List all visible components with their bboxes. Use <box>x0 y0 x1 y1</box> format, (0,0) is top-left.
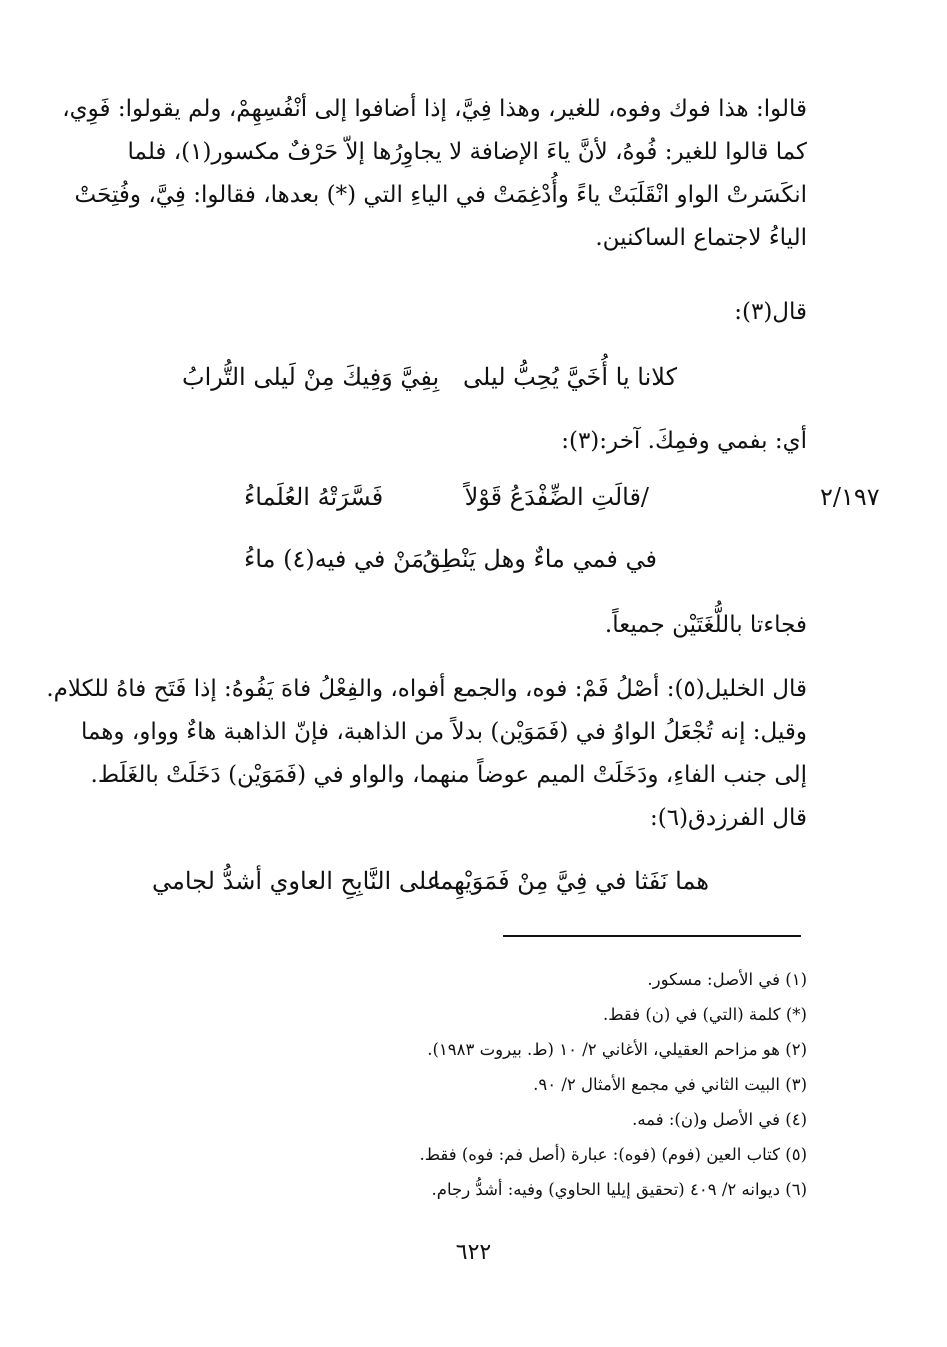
footnote-divider <box>503 935 801 937</box>
verse-1-first-hemistich: كلانا يا أُخَيَّ يُحِبُّ ليلى <box>463 363 677 391</box>
verse-2-first-hemistich: /قالَتِ الضِّفْدَعُ قَوْلاً <box>464 483 649 511</box>
footnote-4: (٤) في الأصل و(ن): فمه. <box>632 1110 807 1129</box>
footnote-1: (١) في الأصل: مسكور. <box>647 970 807 989</box>
verse-4-first-hemistich: هما نَفَثا في فِيَّ مِنْ فَمَوَيْهِما <box>432 867 709 895</box>
footnote-5: (٥) كتاب العين (فوم) (فوه): عبارة (أصل فم: فوه) فقط. <box>419 1145 807 1164</box>
footnote-3: (٣) البيت الثاني في مجمع الأمثال ٢/ ٩٠. <box>533 1075 807 1094</box>
qala-label: قال(٣): <box>734 299 807 325</box>
ay-line: أي: بفمي وفمِكَ. آخر:(٣): <box>561 428 807 454</box>
paragraph-2-line-2: وقيل: إنه تُجْعَلُ الواوُ في (فَمَوَيْن) بدلاً من الذاهبة، فإنّ الذاهبة هاءٌ وواو، وهما <box>81 719 807 745</box>
paragraph-1-line-2: كما قالوا للغير: فُوهُ، لأنَّ ياءَ الإضافة لا يجاوِرُها إلاّ حَرْفٌ مكسور(١)، فلما <box>127 139 807 165</box>
verse-2-second-hemistich: فَسَّرَتْهُ العُلَماءُ <box>244 483 384 511</box>
paragraph-2 <box>46 668 807 840</box>
paragraph-1-line-4: الياءُ لاجتماع الساكنين. <box>595 225 807 251</box>
paragraph-2-line-3: إلى جنب الفاءِ، ودَخَلَتْ الميم عوضاً منهما، والواو في (فَمَوَيْن) دَخَلَتْ بالغَلَط. <box>90 762 807 788</box>
page-number: ٦٢٢ <box>455 1240 492 1265</box>
footnote-star: (*) كلمة (التي) في (ن) فقط. <box>602 1005 807 1024</box>
footnote-6: (٦) ديوانه ٢/ ٤٠٩ (تحقيق إيليا الحاوي) وفيه: أشدُّ رجام. <box>431 1180 807 1199</box>
fajaata-line: فجاءتا باللُّغَتَيْن جميعاً. <box>604 612 807 638</box>
verse-1-second-hemistich: بِفِيَّ وَفِيكَ مِنْ لَيلى التُّرابُ <box>182 363 440 391</box>
paragraph-1-line-1: قالوا: هذا فوك وفوه، للغير، وهذا فِيَّ، إذا أضافوا إلى أنْفُسِهِمْ، ولم يقولوا: فَوِي، <box>62 96 807 122</box>
paragraph-2-line-1: قال الخليل(٥): أصْلُ فَمْ: فوه، والجمع أفواه، والفِعْلُ فاهَ يَفُوهُ: إذا فَتَح فاهُ للكلام. <box>46 676 807 702</box>
verse-3-first-hemistich: في فمي ماءٌ وهل يَنْطِقُ <box>422 545 657 573</box>
paragraph-1 <box>62 88 807 260</box>
paragraph-1-line-3: انكَسَرتْ الواو انْقَلَبَتْ ياءً وأُدْغِمَتْ في الياءِ التي (*) بعدها، فقالوا: فِيَّ، وفُتِحَتْ <box>74 182 807 208</box>
paragraph-2-line-4: قال الفرزدق(٦): <box>649 805 807 831</box>
footnote-2: (٢) هو مزاحم العقيلي، الأغاني ٢/ ١٠ (ط. بيروت ١٩٨٣). <box>427 1040 807 1059</box>
verse-4-second-hemistich: على النَّابِحِ العاوي أشدُّ لجامي <box>152 867 442 895</box>
verse-3-second-hemistich: مَنْ في فيه(٤) ماءُ <box>244 545 425 573</box>
margin-folio-reference: ٢/١٩٧ <box>820 483 880 511</box>
